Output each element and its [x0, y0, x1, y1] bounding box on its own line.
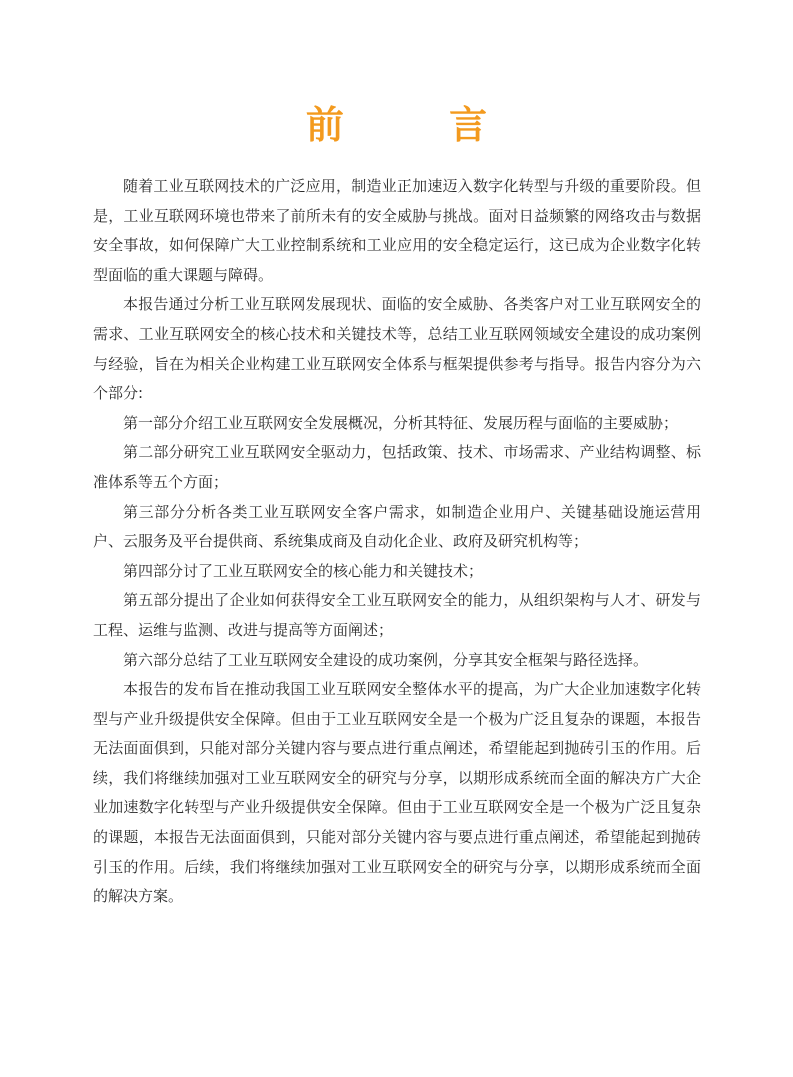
paragraph-intro: 随着工业互联网技术的广泛应用，制造业正加速迈入数字化转型与升级的重要阶段。但是，工业互联网环境也带来了前所未有的安全威胁与挑战。面对日益频繁的网络攻击与数据安全事故，如何保障广大工业控制系统和工业应用的安全稳定运行，这已成为企业数字化转型面临的重大课题与障碍。	[93, 177, 701, 284]
document-body	[93, 172, 701, 912]
paragraph-part-3: 第三部分分析各类工业互联网安全客户需求，如制造企业用户、关键基础设施运营用户、云服务及平台提供商、系统集成商及自动化企业、政府及研究机构等；	[93, 502, 701, 551]
paragraph-conclusion: 本报告的发布旨在推动我国工业互联网安全整体水平的提高，为广大企业加速数字化转型与产业升级提供安全保障。但由于工业互联网安全是一个极为广泛且复杂的课题，本报告无法面面俱到，只能对部分关键内容与要点进行重点阐述，希望能起到抛砖引玉的作用。后续，我们将继续加强对工业互联网安全的研究与分享，以期形成系统而全面的解决方广大企业加速数字化转型与产业升级提供安全保障。但由于工业互联网安全是一个极为广泛且复杂的课题，本报告无法面面俱到，只能对部分关键内容与要点进行重点阐述，希望能起到抛砖引玉的作用。后续，我们将继续加强对工业互联网安全的研究与分享，以期形成系统而全面的解决方案。	[93, 680, 701, 906]
paragraph-part-6: 第六部分总结了工业互联网安全建设的成功案例，分享其安全框架与路径选择。	[123, 650, 649, 669]
page-title: 前 言	[305, 103, 534, 147]
paragraph-part-4: 第四部分讨了工业互联网安全的核心能力和关键技术；	[123, 561, 484, 580]
paragraph-part-5: 第五部分提出了企业如何获得安全工业互联网安全的能力，从组织架构与人才、研发与工程、运维与监测、改进与提高等方面阐述；	[93, 591, 701, 639]
paragraph-part-1: 第一部分介绍工业互联网安全发展概况，分析其特征、发展历程与面临的主要威胁；	[123, 413, 679, 432]
paragraph-part-2: 第二部分研究工业互联网安全驱动力，包括政策、技术、市场需求、产业结构调整、标准体系等五个方面；	[93, 443, 701, 491]
paragraph-overview: 本报告通过分析工业互联网发展现状、面临的安全威胁、各类客户对工业互联网安全的需求、工业互联网安全的核心技术和关键技术等，总结工业互联网领域安全建设的成功案例与经验，旨在为相关企业构建工业互联网安全体系与框架提供参考与指导。报告内容分为六个部分:	[93, 295, 701, 403]
